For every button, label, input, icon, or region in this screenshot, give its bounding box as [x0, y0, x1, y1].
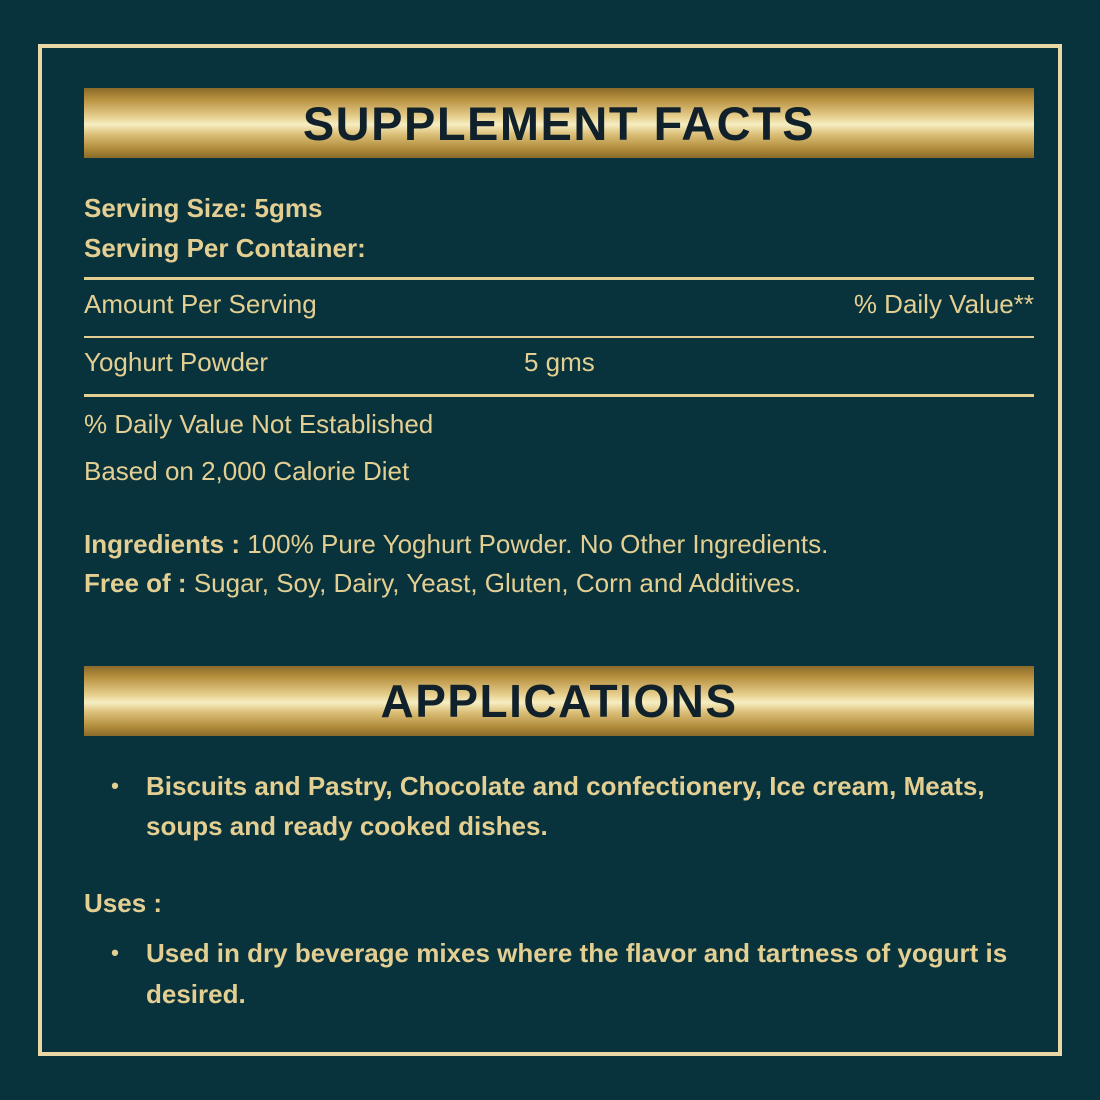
servings-per-container-text: Serving Per Container: — [84, 233, 366, 264]
applications-section — [84, 666, 1034, 1014]
free-of-label: Free of : — [84, 568, 187, 599]
free-of-value: Sugar, Soy, Dairy, Yeast, Gluten, Corn and Additives. — [193, 568, 802, 599]
uses-heading: Uses : — [84, 888, 163, 919]
ingredients-line — [84, 525, 1034, 565]
daily-value-header: % Daily Value** — [853, 288, 1034, 319]
serving-size-text: Serving Size: 5gms — [84, 193, 323, 223]
supplement-facts-banner — [84, 88, 1034, 158]
supplement-label-panel — [38, 44, 1062, 1056]
bullet-icon: • — [111, 940, 119, 966]
table-header-row — [84, 280, 1034, 328]
list-item — [84, 766, 1034, 847]
ingredients-label: Ingredients : — [84, 528, 241, 559]
free-of-line — [84, 564, 1034, 604]
supplement-facts-title: SUPPLEMENT FACTS — [302, 96, 816, 150]
ingredients-value: 100% Pure Yoghurt Powder. No Other Ingredients. — [247, 528, 829, 559]
applications-title: APPLICATIONS — [380, 674, 738, 727]
applications-banner — [84, 666, 1034, 736]
nutrient-amount: 5 gms — [524, 346, 595, 377]
footnote-calorie-diet: Based on 2,000 Calorie Diet — [84, 455, 410, 486]
list-item — [84, 933, 1034, 1014]
footnote-daily-value: % Daily Value Not Established — [84, 408, 434, 439]
ingredients-block — [84, 525, 1034, 604]
divider-bottom — [84, 394, 1034, 397]
application-text: Biscuits and Pastry, Chocolate and confectionery, Ice cream, Meats, soups and ready cooked dishes. — [146, 770, 985, 841]
amount-per-serving-header: Amount Per Serving — [84, 288, 317, 319]
table-row — [84, 338, 1034, 386]
bullet-icon: • — [111, 772, 119, 798]
nutrient-name: Yoghurt Powder — [84, 346, 269, 377]
use-text: Used in dry beverage mixes where the flavor and tartness of yogurt is desired. — [146, 938, 1008, 1009]
label-content — [84, 88, 1034, 1014]
